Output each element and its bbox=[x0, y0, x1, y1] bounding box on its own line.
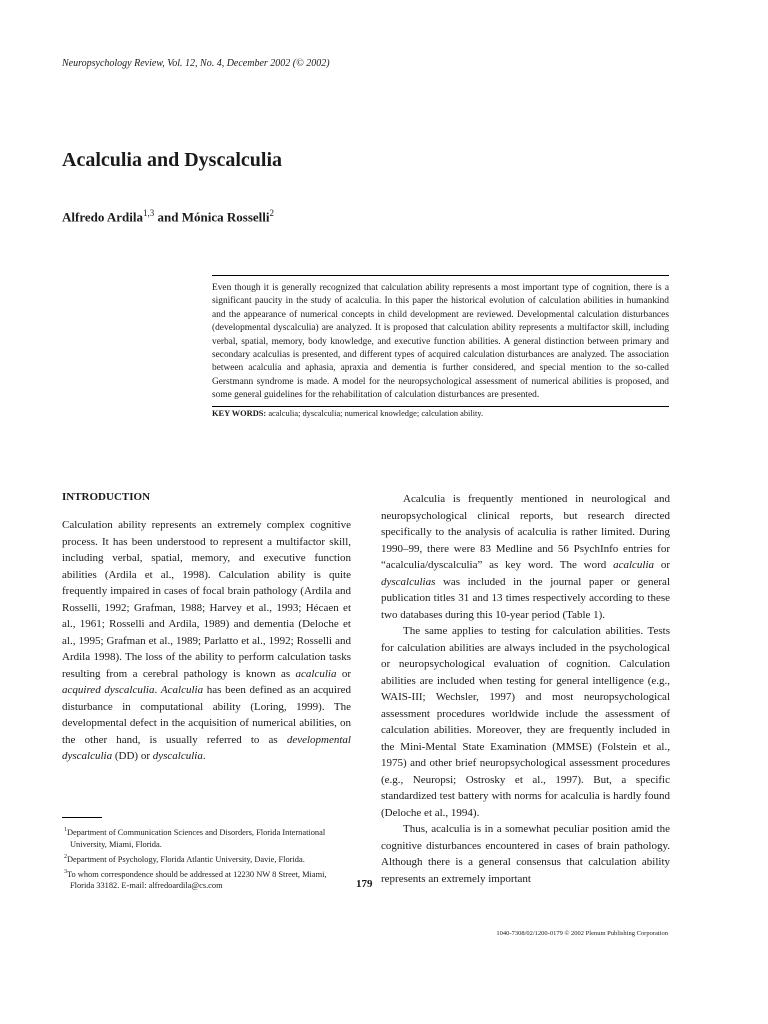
journal-citation: Neuropsychology Review, Vol. 12, No. 4, December 2002 (© 2002) bbox=[62, 58, 330, 69]
article-title: Acalculia and Dyscalculia bbox=[62, 149, 283, 171]
right-column bbox=[381, 491, 670, 887]
footnote-3: $^3$To whom correspondence should be addressed at 12230 NW 8 Street, Miami, Florida 33182. E-mail: alfredoardila@cs.com bbox=[64, 868, 327, 891]
keywords-line bbox=[212, 409, 669, 418]
abstract-text: Even though it is generally recognized that calculation ability represents a most important type of cognition, there is a significant paucity in the study of acalculia. In this paper the historical evolution of calculation abilities in humankind and the appearance of numerical concepts in child development are reviewed. Developmental calculation disturbances (developmental dyscalculia) are analyzed. It is proposed that calculation ability represents a multifactor skill, including verbal, spatial, memory, body knowledge, and executive function abilities. A general distinction between primary and secondary acalculias is presented, and different types of acquired calculation disturbances are analyzed. The association between acalculia and aphasia, apraxia and dementia is further considered, and special mention to the so-called Gerstmann syndrome is made. A model for the neuropsychological assessment of numerical abilities is proposed, and some general guidelines for the rehabilitation of calculation disturbances are presented. bbox=[212, 283, 669, 401]
body-paragraph-3: Thus, acalculia is in a somewhat peculiar position amid the cognitive disturbances encountered in cases of brain pathology. Although there is a general consensus that calculation ability represents an extremely important bbox=[381, 823, 670, 885]
copyright-line: 1040-7308/02/1200-0179 © 2002 Plenum Publishing Corporation bbox=[496, 930, 668, 937]
footnote-2: $^2$Department of Psychology, Florida Atlantic University, Davie, Florida. bbox=[64, 853, 305, 864]
abstract-block bbox=[212, 275, 669, 418]
author-affiliation-2: 2 bbox=[269, 208, 274, 218]
author-line bbox=[62, 208, 274, 225]
page-number: 179 bbox=[356, 878, 373, 890]
footnote-1: $^1$Department of Communication Sciences and Disorders, Florida International University, Miami, Florida. bbox=[64, 827, 326, 849]
author-separator: and bbox=[154, 209, 182, 225]
author-name-1: Alfredo Ardila bbox=[62, 209, 144, 225]
section-heading-introduction: INTRODUCTION bbox=[62, 491, 151, 503]
body-paragraph-1: Acalculia is frequently mentioned in neurological and neuropsychological clinical reports, but research directed specifically to the analysis of acalculia is rather limited. During 1990–99, there were 83 Medline and 56 PsychInfo entries for “acalculia/dyscalculia” as key word. The word acalculia or dyscalculias was included in the journal paper or general publication titles 31 and 13 times respectively according to these two databases during this 10-year period (Table 1). bbox=[381, 493, 670, 621]
body-paragraph-2: The same applies to testing for calculation abilities. Tests for calculation abilities are always included in the psychological or neuropsychological evaluation of cognition. Calculation abilities are included when testing for general intelligence (e.g., WAIS-III; Wechsler, 1997) and most neuropsychological assessment procedures worldwide include the assessment of calculation abilities. Moreover, they are frequently included in the Mini-Mental State Examination (MMSE) (Folstein et al., 1975) and other brief neuropsychological assessment procedures (e.g., Neuropsi; Ostrosky et al., 1997). But, a specific standardized test battery with norms for acalculia is hardly found (Deloche et al., 1994). bbox=[381, 625, 670, 819]
keywords-list: acalculia; dyscalculia; numerical knowledge; calculation ability. bbox=[266, 408, 484, 418]
keywords-label: KEY WORDS: bbox=[212, 408, 267, 418]
left-column bbox=[62, 491, 351, 765]
author-affiliation-1: 1,3 bbox=[143, 208, 155, 218]
author-name-2: Mónica Rosselli bbox=[181, 209, 270, 225]
footnote-divider bbox=[62, 817, 102, 818]
footnotes bbox=[62, 817, 351, 892]
keywords-divider bbox=[212, 406, 669, 407]
intro-paragraph-1: Calculation ability represents an extremely complex cognitive process. It has been understood to represent a multifactor skill, including verbal, spatial, memory, and executive function abilities (Ardila et al., 1998). Calculation ability is quite frequently impaired in cases of focal brain pathology (Ardila and Rosselli, 1992; Grafman, 1988; Harvey et al., 1993; Hécaen et al., 1961; Rosselli and Ardila, 1989) and dementia (Deloche et al., 1995; Grafman et al., 1989; Parlatto et al., 1992; Rosselli and Ardila 1998). The loss of the ability to perform calculation tasks resulting from a cerebral pathology is known as acalculia or acquired dyscalculia. Acalculia has been defined as an acquired disturbance in computational ability (Loring, 1999). The developmental defect in the acquisition of numerical abilities, on the other hand, is usually referred to as developmental dyscalculia (DD) or dyscalculia. bbox=[62, 519, 352, 762]
